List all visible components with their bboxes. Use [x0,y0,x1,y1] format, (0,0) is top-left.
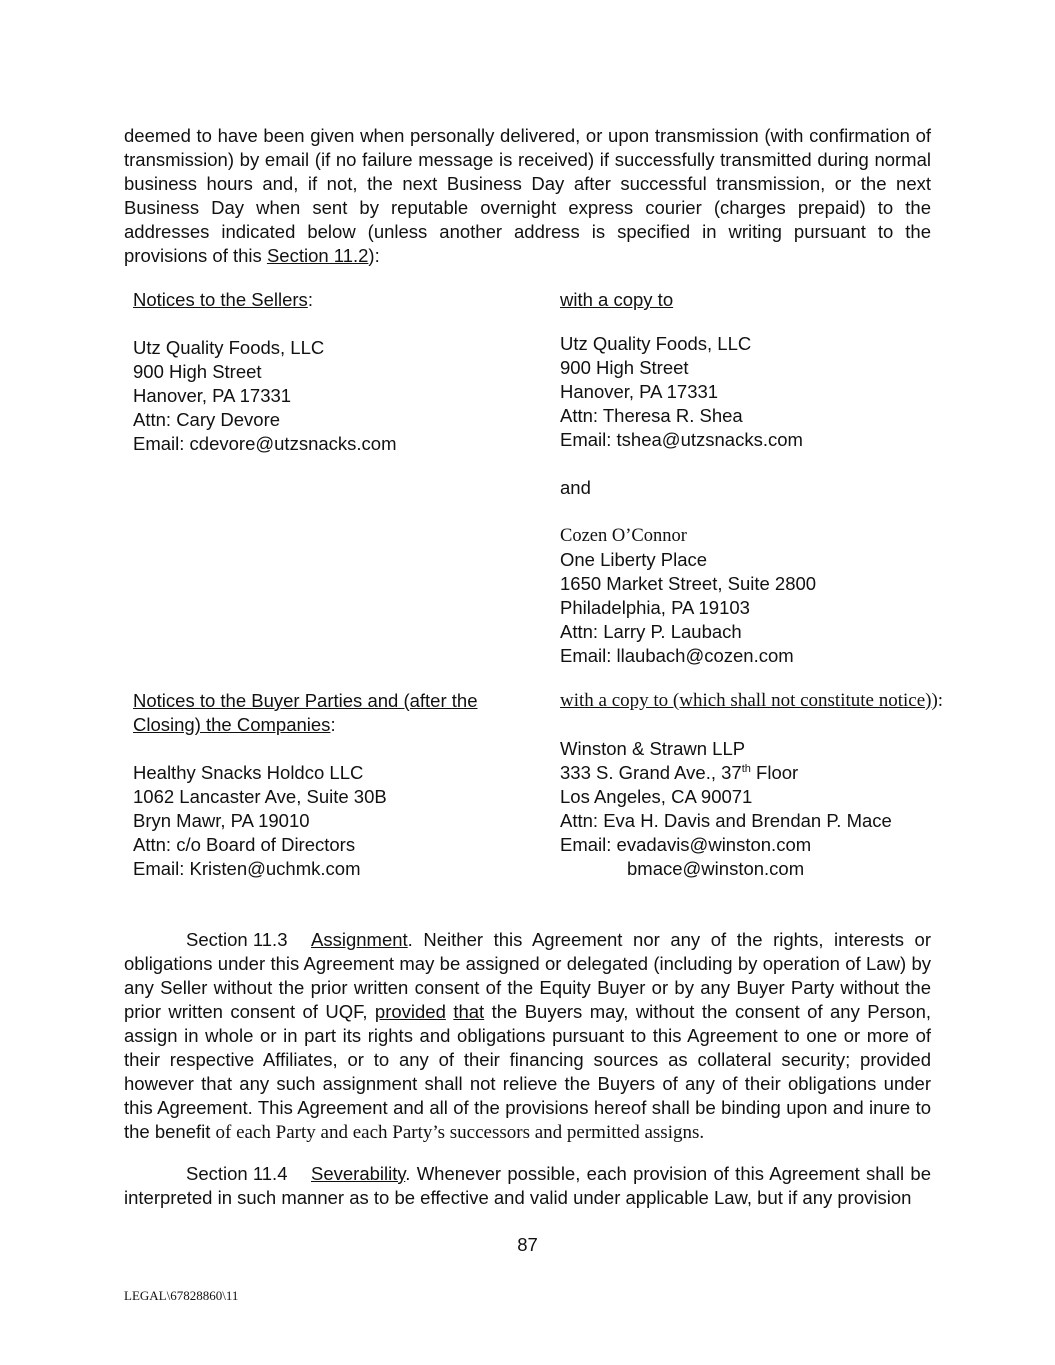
sellers-copy-heading: with a copy to [560,289,674,310]
page-number: 87 [517,1234,538,1255]
intro-text: deemed to have been given when personally delivered, or upon transmission (with confirmation of transmission) by email (if no failure message is received) if successfully transmitted during normal business hours and, if not, the next Business Day after successful transmission, or the next Business Day when sent by reputable overnight express courier (charges prepaid) to the addresses indicated below (unless another address is specified in writing pursuant to the provisions of this [124,125,931,266]
copy-attn: Attn: Theresa R. Shea [560,405,743,426]
buyers-address-line: Healthy Snacks Holdco LLC [133,762,364,783]
buyers-attn: Attn: c/o Board of Directors [133,834,356,855]
firm-address-line: One Liberty Place [560,549,708,570]
and-connector: and [560,477,591,498]
buyers-notice-block: Notices to the Buyer Parties and (after the Closing) the Companies: Healthy Snacks Holdco LLC 1062 Lancaster Ave, Suite 30B Bryn Mawr, PA 19010 Attn: c/o Board of Directors Email: Kristen@uchmk.com [133,690,478,879]
buyers-address-line: 1062 Lancaster Ave, Suite 30B [133,786,387,807]
document-id-footer: LEGAL\67828860\11 [124,1288,239,1303]
firm-address-line: Philadelphia, PA 19103 [560,597,750,618]
section-11-4-paragraph: Section 11.4 Severability. Whenever possible, each provision of this Agreement shall be interpreted in such manner as to be effective and valid under applicable Law, but if any provision [124,1163,931,1208]
copy-address-line: Hanover, PA 17331 [560,381,719,402]
sellers-address-line: Utz Quality Foods, LLC [133,337,325,358]
winston-attn: Attn: Eva H. Davis and Brendan P. Mace [560,810,892,831]
firm-address-line: 1650 Market Street, Suite 2800 [560,573,817,594]
section-title: Severability [311,1163,406,1184]
copy-address-line: Utz Quality Foods, LLC [560,333,752,354]
sellers-address-line: 900 High Street [133,361,262,382]
intro-paragraph: deemed to have been given when personally delivered, or upon transmission (with confirmation of transmission) by email (if no failure message is received) if successfully transmitted during normal business hours and, if not, the next Business Day after successful transmission, or the next Business Day when sent by reputable overnight express courier (charges prepaid) to the addresses indicated below (unless another address is specified in writing pursuant to the provisions of this Section 11.2): [124,125,931,266]
sellers-copy-block [560,288,816,668]
law-firm-name: Cozen O’Connor [560,526,687,546]
buyers-copy-heading: with a copy to (which shall not constitute notice) [560,690,932,711]
sellers-attn: Attn: Cary Devore [133,409,281,430]
buyers-heading-cont: Closing) the Companies [133,714,331,735]
buyers-email: Email: Kristen@uchmk.com [133,858,361,879]
sellers-heading: Notices to the Sellers [133,289,308,310]
section-11-3-paragraph: Section 11.3 Assignment. Neither this Agreement nor any of the rights, interests or obligations under this Agreement may be assigned or delegated (including by operation of Law) by any Seller without the prior written consent of the Equity Buyer or by any Buyer Party without the prior written consent of UQF, provided that the Buyers may, without the consent of any Person, assign in whole or in part its rights and obligations pursuant to this Agreement to one or more of their respective Affiliates, or to any of their financing sources as collateral security; provided however that any such assignment shall not relieve the Buyers of any of their obligations under this Agreement. This Agreement and all of the provisions hereof shall be binding upon and inure to the benefit of each Party and each Party’s successors and permitted assigns. [124,929,932,1143]
copy-email: Email: tshea@utzsnacks.com [560,429,803,450]
buyers-heading: Notices to the Buyer Parties and (after the [133,690,478,711]
firm-email: Email: llaubach@cozen.com [560,645,794,666]
section-number: Section 11.3 [186,929,288,950]
winston-address-line: Los Angeles, CA 90071 [560,786,753,807]
buyers-copy-block: with a copy to (which shall not constitute notice)): Winston & Strawn LLP 333 S. Grand Ave., 37th Floor Los Angeles, CA 90071 Attn: Eva H. Davis and Brendan P. Mace Email: evadavis@winston.com bmace@winston.com [560,690,944,879]
firm-attn: Attn: Larry P. Laubach [560,621,742,642]
winston-email: Email: evadavis@winston.com [560,834,812,855]
sellers-address-line: Hanover, PA 17331 [133,385,292,406]
copy-address-line: 900 High Street [560,357,689,378]
winston-address-line: 333 S. Grand Ave., 37th Floor [560,762,799,783]
section-title: Assignment [311,929,408,950]
winston-email-2: bmace@winston.com [627,858,805,879]
winston-firm-name: Winston & Strawn LLP [560,738,746,759]
sellers-email: Email: cdevore@utzsnacks.com [133,433,397,454]
section-number: Section 11.4 [186,1163,288,1184]
buyers-address-line: Bryn Mawr, PA 19010 [133,810,310,831]
sellers-notice-block: Notices to the Sellers: Utz Quality Foods, LLC 900 High Street Hanover, PA 17331 Attn: Cary Devore Email: cdevore@utzsnacks.com [133,289,397,454]
section-reference-link: Section 11.2 [266,245,369,266]
